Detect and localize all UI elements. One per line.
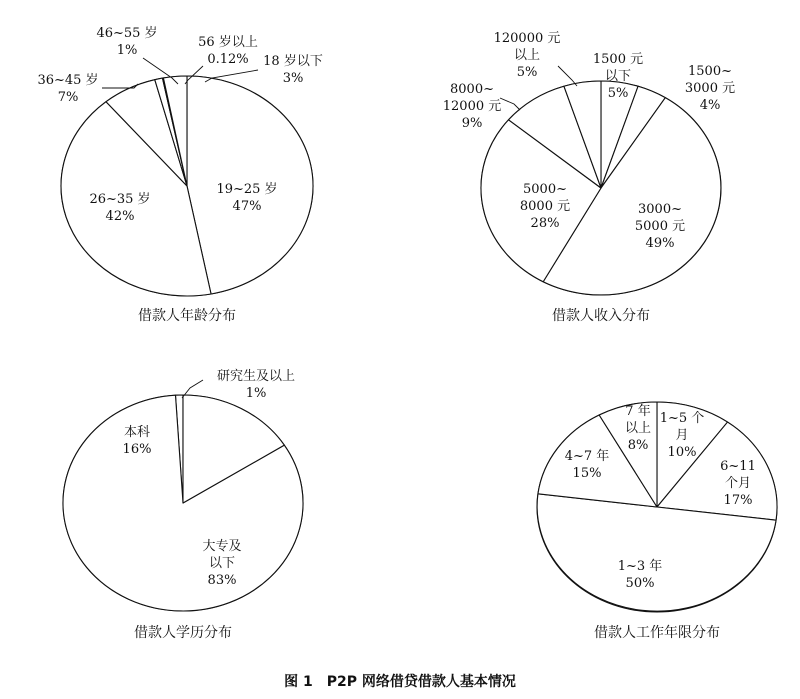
leader-line [500, 98, 520, 110]
chart-title: 借款人工作年限分布 [594, 625, 720, 641]
slice-label-1: 大专及以下 83% [202, 539, 242, 588]
age-pie-chart [37, 25, 322, 324]
slice-label-2: 1~3 年 50% [617, 559, 663, 591]
chart-title: 借款人学历分布 [134, 625, 232, 641]
slice-label-5: 18 岁以下 3% [263, 54, 323, 86]
figure-caption: 图 1 P2P 网络借贷借款人基本情况 [284, 674, 516, 690]
chart-title: 借款人收入分布 [552, 308, 650, 324]
slice-label-2: 本科 16% [122, 425, 152, 457]
education-pie-chart [63, 368, 303, 641]
slice-label-0: 1500 元以下 5% [592, 52, 644, 101]
slice-label-1: 1500~ 3000 元 4% [684, 64, 736, 113]
leader-line [558, 66, 577, 86]
slice-label-0: 19~25 岁 47% [216, 182, 278, 214]
slice-label-0: 研究生及以上 1% [216, 369, 296, 401]
slice-label-5: 120000 元以上 5% [493, 31, 561, 80]
slice-label-2: 3000~ 5000 元 49% [634, 202, 686, 251]
work-years-pie-chart [537, 402, 777, 641]
chart-title: 借款人年龄分布 [138, 308, 236, 324]
slice-label-3: 4~7 年 15% [564, 449, 610, 481]
slice-label-3: 46~55 岁 1% [96, 26, 158, 58]
slice-label-2: 36~45 岁 7% [37, 73, 99, 105]
slice-label-1: 26~35 岁 42% [89, 192, 151, 224]
slice-label-0: 1~5 个月 10% [659, 411, 705, 460]
slice-label-1: 6~11 个月 17% [720, 459, 756, 508]
slice-label-3: 5000~ 8000 元 28% [519, 182, 571, 231]
income-pie-chart [443, 31, 735, 324]
slice-label-4: 56 岁以上 0.12% [198, 35, 258, 67]
slice-label-4: 7 年以上 8% [624, 404, 652, 453]
slice-label-4: 8000~ 12000 元 9% [442, 82, 502, 131]
